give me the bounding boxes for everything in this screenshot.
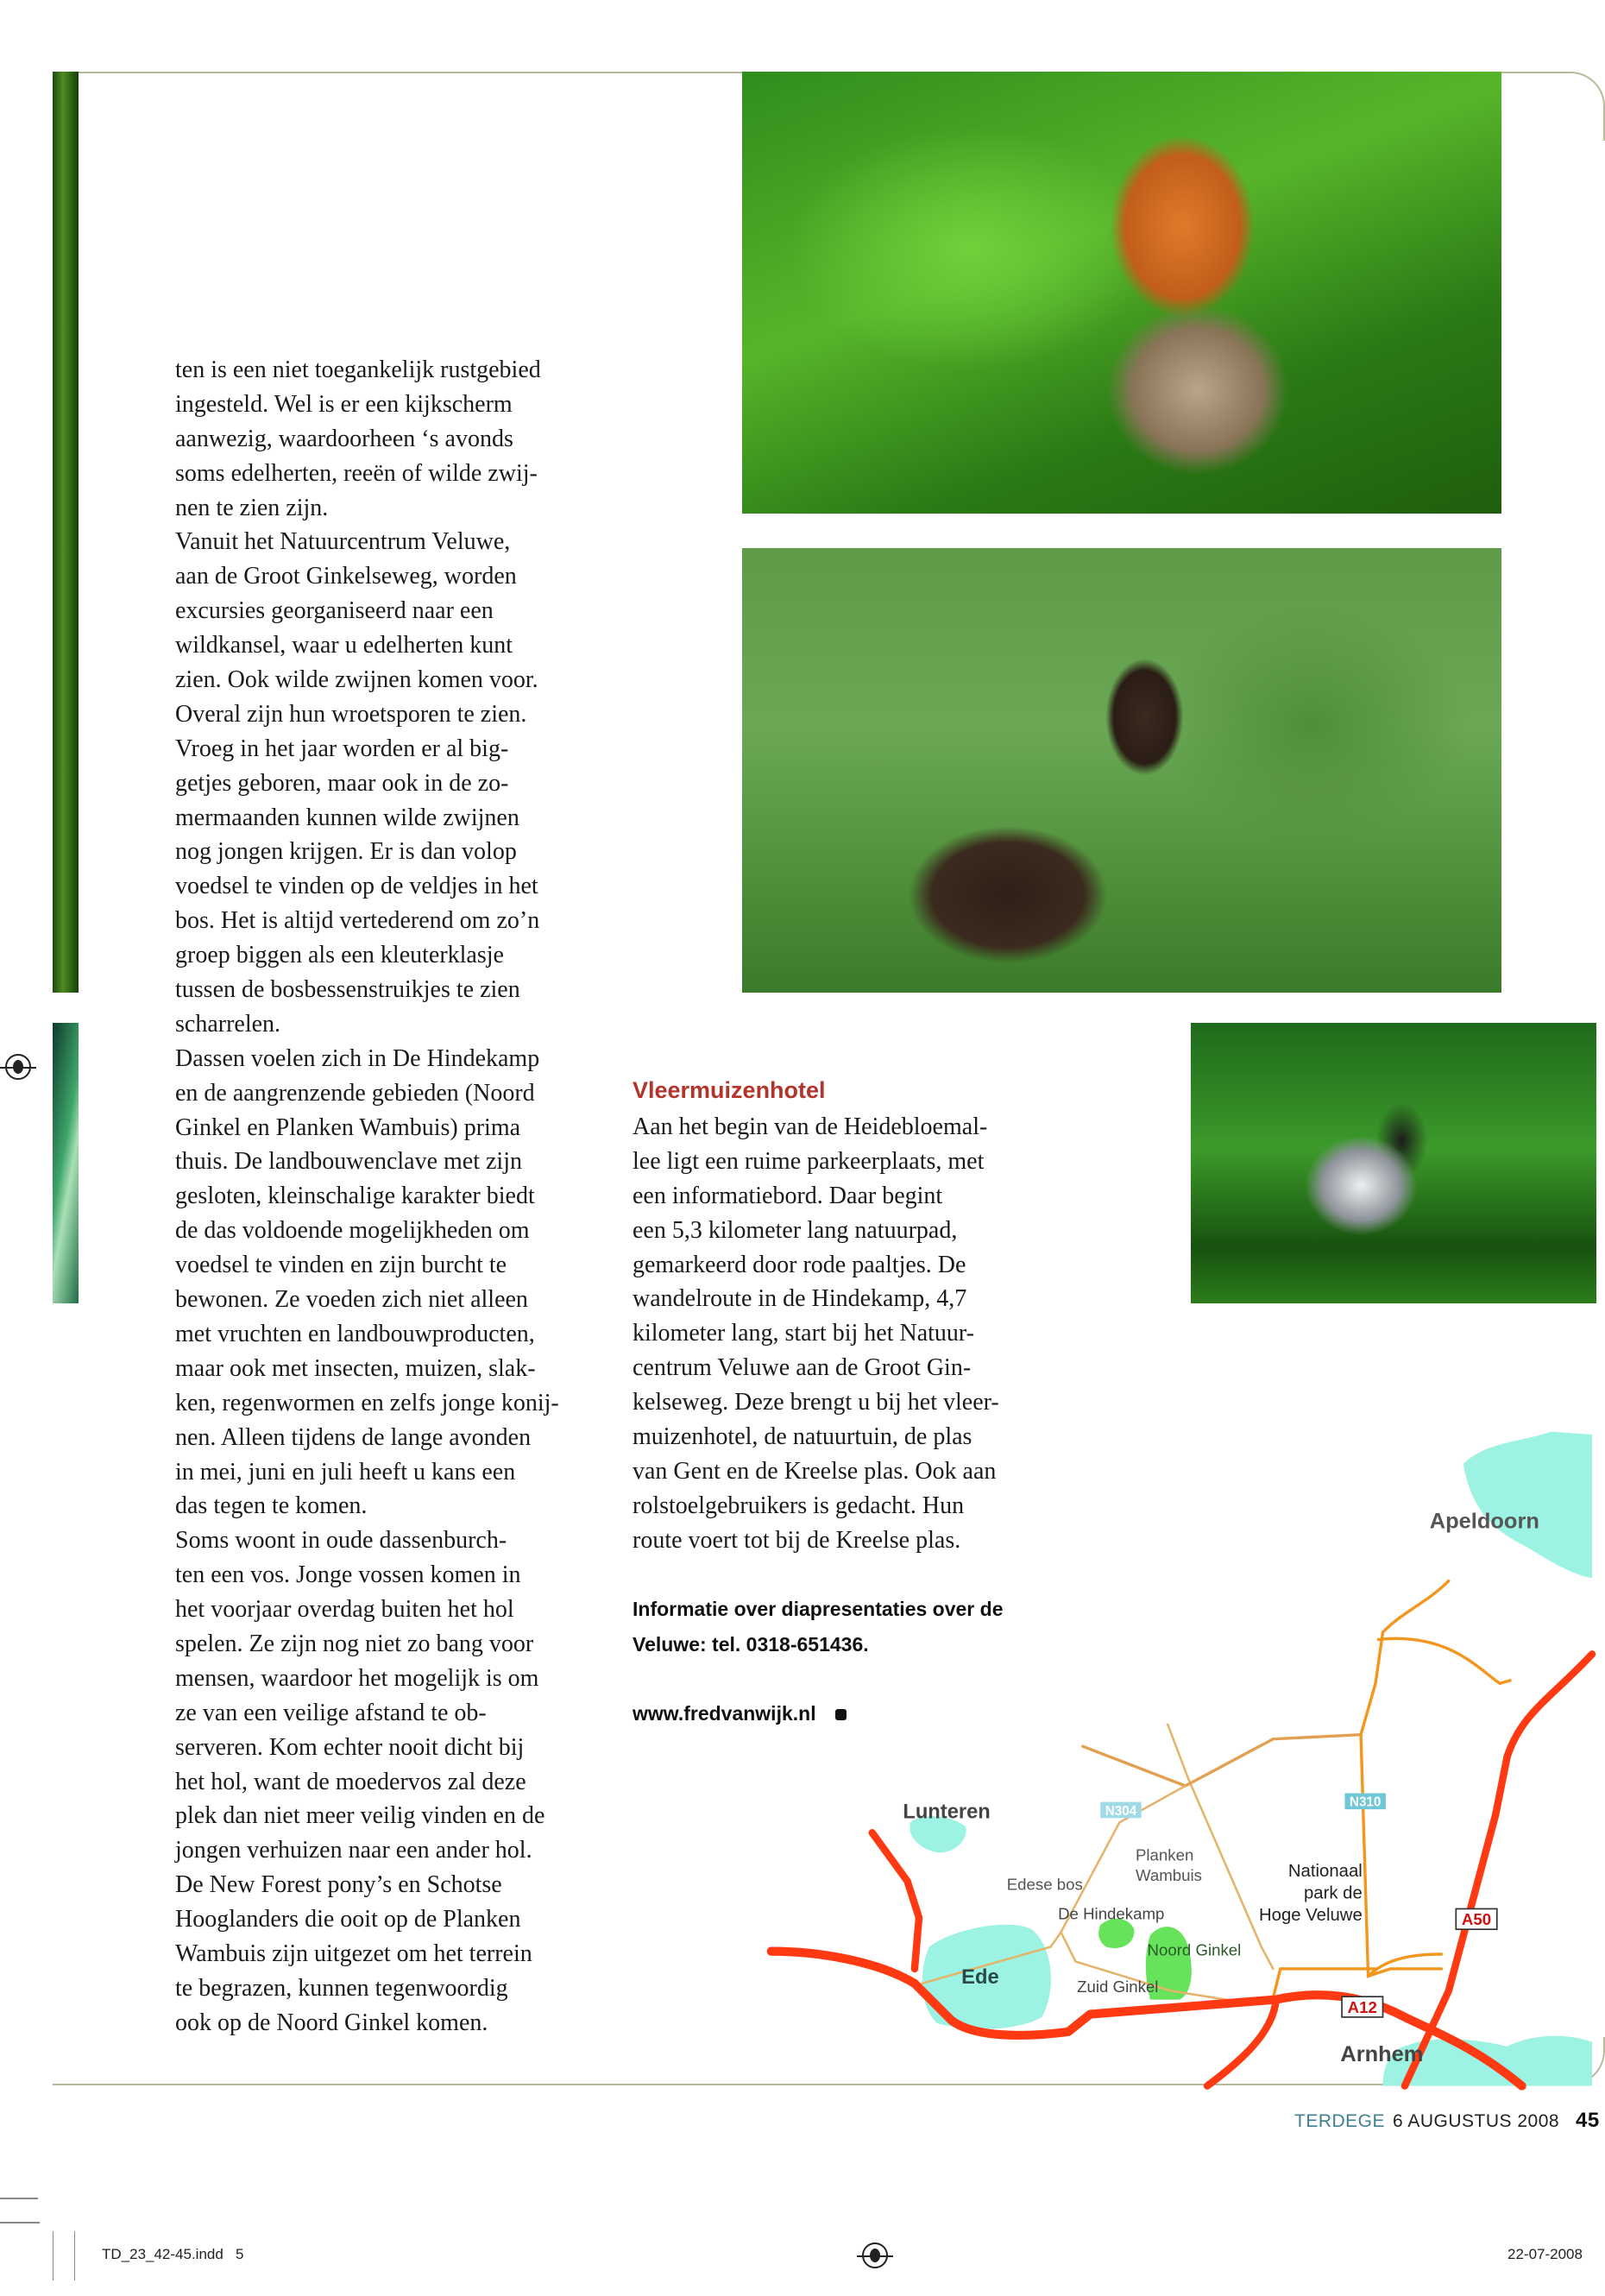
page-number: 45 [1576,2109,1600,2132]
text-line: kelseweg. Deze brengt u bij het vleer- [633,1389,999,1416]
text-line: nen te zien zijn. [175,494,329,521]
road-label-n304: N304 [1105,1803,1137,1819]
registration-mark-icon [5,1054,31,1080]
text-line: Dassen voelen zich in De Hindekamp [175,1044,540,1072]
text-line: scharrelen. [175,1010,281,1038]
lunteren-road [872,1832,919,1969]
crop-mark [74,2231,75,2280]
badger-photo [1191,1023,1596,1303]
label-edese-bos: Edese bos [1006,1875,1083,1894]
text-line: Wambuis zijn uitgezet om het terrein [175,1940,532,1967]
slug-filename: TD_23_42-45.indd 5 [102,2246,244,2262]
label-ede: Ede [961,1965,999,1989]
text-line: gesloten, kleinschalige karakter biedt [175,1183,535,1210]
text-line: Soms woont in oude dassenburch- [175,1527,507,1555]
text-line: spelen. Ze zijn nog niet zo bang voor [175,1630,534,1657]
text-line: maar ook met insecten, muizen, slak- [175,1354,536,1382]
text-line: met vruchten en landbouwproducten, [175,1320,535,1347]
text-line: aanwezig, waardoorheen ‘s avonds [175,425,513,452]
apeldoorn-area [1463,1432,1592,1579]
text-line: ken, regenwormen en zelfs jonge konij- [175,1389,559,1416]
text-line: Aan het begin van de Heidebloemal- [633,1113,988,1140]
label-park-de: park de [1303,1883,1363,1903]
text-line: soms edelherten, reeën of wilde zwij- [175,459,538,487]
road-label-n310: N310 [1349,1795,1382,1810]
label-noord-ginkel: Noord Ginkel [1147,1940,1242,1959]
text-line: getjes geboren, maar ook in de zo- [175,769,509,797]
text-line: het hol, want de moedervos zal deze [175,1768,526,1795]
map-labels [903,1510,1539,2066]
roe-deer-photo [742,548,1501,993]
text-line: ingesteld. Wel is er een kijkscherm [175,390,513,418]
text-line: route voert tot bij de Kreelse plas. [633,1526,961,1554]
text-line: excursies georganiseerd naar een [175,597,494,625]
text-line: tussen de bosbessenstruikjes te zien [175,976,520,1004]
text-line: Hooglanders die ooit op de Planken [175,1906,521,1933]
text-line: plek dan niet meer veilig vinden en de [175,1802,545,1830]
text-line: gemarkeerd door rode paaltjes. De [633,1251,966,1278]
crop-mark [53,2231,54,2280]
text-line: ten een vos. Jonge vossen komen in [175,1561,521,1589]
text-line: mermaanden kunnen wilde zwijnen [175,804,519,831]
text-line: rolstoelgebruikers is gedacht. Hun [633,1492,965,1519]
info-line: Informatie over diapresentaties over de [633,1598,1004,1620]
text-line: Vroeg in het jaar worden er al big- [175,735,509,762]
article-body-column [175,353,559,2041]
a50-road [1405,1654,1592,2085]
text-line: serveren. Kom echter nooit dicht bij [175,1733,525,1761]
label-zuid-ginkel: Zuid Ginkel [1077,1977,1159,1996]
text-line: thuis. De landbouwenclave met zijn [175,1148,522,1176]
grass-photo-strip-lower [53,1023,79,1303]
label-planken: Planken [1135,1845,1194,1864]
hindekamp-area [1098,1919,1134,1948]
road-label-a12: A12 [1347,1997,1377,2016]
text-line: Ginkel en Planken Wambuis) prima [175,1113,521,1141]
text-line: kilometer lang, start bij het Natuur- [633,1320,974,1347]
a12-arnhem-branch [1207,2000,1276,2086]
route-map [751,1416,1592,2089]
label-lunteren: Lunteren [903,1801,991,1824]
crop-mark [0,2198,38,2199]
text-line: Vanuit het Natuurcentrum Veluwe, [175,528,511,556]
text-line: te begrazen, kunnen tegenwoordig [175,1974,508,2002]
text-line: ten is een niet toegankelijk rustgebied [175,356,541,383]
label-arnhem: Arnhem [1340,2041,1424,2066]
label-apeldoorn: Apeldoorn [1429,1509,1539,1534]
text-line: het voorjaar overdag buiten het hol [175,1596,514,1624]
text-line: van Gent en de Kreelse plas. Ook aan [633,1457,997,1485]
text-line: jongen verhuizen naar een ander hol. [175,1837,532,1864]
text-line: muizenhotel, de natuurtuin, de plas [633,1423,972,1451]
text-line: bewonen. Ze voeden zich niet alleen [175,1286,528,1314]
label-de-hindekamp: De Hindekamp [1058,1904,1165,1923]
text-line: en de aangrenzende gebieden (Noord [175,1079,535,1107]
label-nationaal: Nationaal [1287,1862,1363,1882]
text-line: bos. Het is altijd vertederend om zo’n [175,907,540,935]
text-line: ook op de Noord Ginkel komen. [175,2009,488,2036]
text-line: voedsel te vinden op de veldjes in het [175,873,538,900]
text-line: de das voldoende mogelijkheden om [175,1217,530,1245]
grass-photo-strip [53,72,79,993]
text-line: das tegen te komen. [175,1492,368,1520]
publication-name: TERDEGE [1294,2111,1386,2131]
issue-date: 6 AUGUSTUS 2008 [1393,2111,1560,2131]
registration-mark-icon [862,2242,888,2268]
text-line: groep biggen als een kleuterklasje [175,942,504,969]
info-line: Veluwe: tel. 0318-651436. [633,1633,869,1656]
label-hoge-veluwe: Hoge Veluwe [1258,1906,1363,1925]
text-line: nen. Alleen tijdens de lange avonden [175,1423,532,1451]
text-line: aan de Groot Ginkelseweg, worden [175,563,517,590]
label-wambuis: Wambuis [1135,1866,1202,1885]
road-label-a50: A50 [1461,1910,1492,1929]
text-line: in mei, juni en juli heeft u kans een [175,1458,516,1485]
text-line: wildkansel, waar u edelherten kunt [175,632,513,659]
crop-mark [0,2222,40,2223]
text-line: De New Forest pony’s en Schotse [175,1871,502,1899]
slug-date: 22-07-2008 [1507,2246,1583,2262]
text-line: nog jongen krijgen. Er is dan volop [175,838,517,866]
text-line: een informatiebord. Daar begint [633,1182,943,1209]
text-line: centrum Veluwe aan de Groot Gin- [633,1354,972,1382]
sidebar-heading: Vleermuizenhotel [633,1077,826,1103]
text-line: ze van een veilige afstand te ob- [175,1699,487,1726]
text-line: Overal zijn hun wroetsporen te zien. [175,700,527,728]
text-line: lee ligt een ruime parkeerplaats, met [633,1147,985,1175]
text-line: mensen, waardoor het mogelijk is om [175,1664,539,1692]
top-rule-corner [1536,72,1605,141]
website-url[interactable]: www.fredvanwijk.nl [633,1702,816,1725]
text-line: een 5,3 kilometer lang natuurpad, [633,1216,958,1244]
fox-photo [742,72,1501,514]
text-line: voedsel te vinden en zijn burcht te [175,1252,507,1279]
text-line: zien. Ook wilde zwijnen komen voor. [175,666,538,694]
text-line: wandelroute in de Hindekamp, 4,7 [633,1285,967,1313]
